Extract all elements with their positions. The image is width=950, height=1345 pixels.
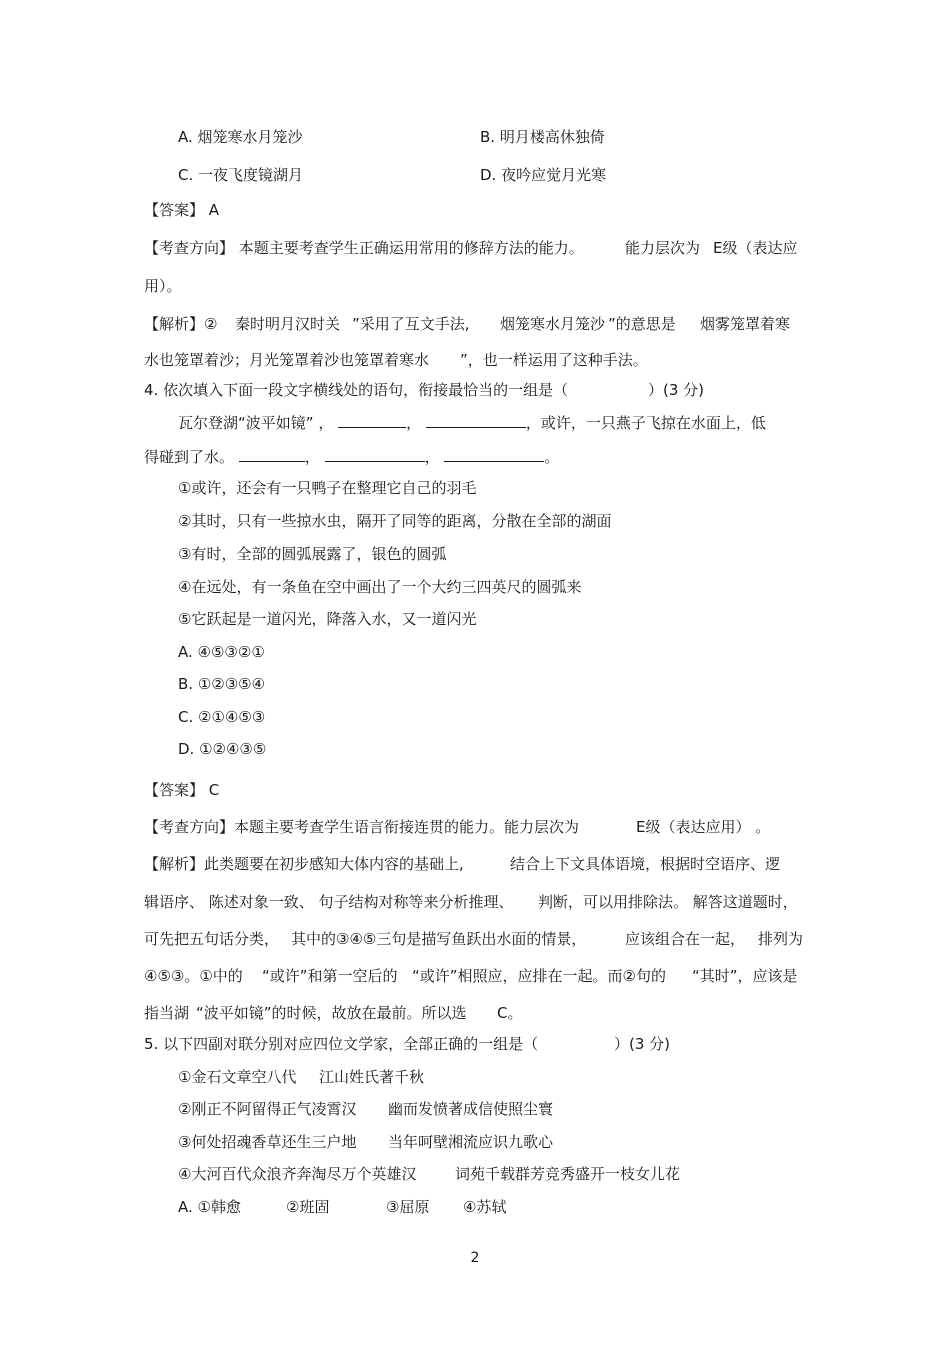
q4-item-3: ③有时，全部的圆弧展露了，银色的圆弧	[178, 545, 447, 563]
q4-analysis-1a: 【解析】此类题要在初步感知大体内容的基础上,	[144, 855, 464, 873]
option-a: A. 烟笼寒水月笼沙	[178, 128, 303, 146]
fill-blank-4[interactable]	[325, 447, 425, 462]
q5-option-a-1: A. ①韩愈	[178, 1198, 241, 1216]
q4-option-d: D. ①②④③⑤	[178, 740, 267, 758]
comma: ，	[304, 448, 320, 466]
passage-text-1: 瓦尔登湖“波平如镜”	[178, 414, 314, 432]
q5-option-a-2: ②班固	[286, 1198, 330, 1216]
q5-couplet-2-left: ②刚正不阿留得正气凌霄汉	[178, 1100, 357, 1118]
q5-couplet-3-left: ③何处招魂香草还生三户地	[178, 1133, 357, 1151]
q4-option-b: B. ①②③⑤④	[178, 675, 266, 693]
q3-analysis-2a: 水也笼罩着沙；月光笼罩着沙也笼罩着寒水	[144, 351, 430, 369]
q4-analysis-5a: 指当湖	[144, 1004, 190, 1022]
q4-item-4: ④在远处，有一条鱼在空中画出了一个大约三四英尺的圆弧来	[178, 578, 582, 596]
comma: ，	[424, 448, 440, 466]
q4-direction-grade: E级（表达应用） 。	[636, 818, 771, 836]
option-c: C. 一夜飞度镜湖月	[178, 166, 304, 184]
q4-analysis-1b: 结合上下文具体语境，根据时空语序、逻	[510, 855, 781, 873]
q3-direction-grade: E级（表达应	[713, 239, 798, 257]
q4-passage-line2	[144, 447, 559, 467]
q3-direction-line1	[144, 238, 584, 258]
q5-stem: 5. 以下四副对联分别对应四位文学家，全部正确的一组是（	[144, 1035, 539, 1053]
q4-score: ）(3 分)	[648, 381, 705, 399]
option-d: D. 夜吟应觉月光寒	[480, 166, 607, 184]
q5-couplet-1-right: 江山姓氏著千秋	[319, 1068, 425, 1086]
q4-analysis-4a: ④⑤③。①中的	[144, 967, 243, 985]
q4-item-5: ⑤它跃起是一道闪光，降落入水，又一道闪光	[178, 610, 477, 628]
q4-stem: 4. 依次填入下面一段文字横线处的语句，衔接最恰当的一组是（	[144, 381, 569, 399]
q3-answer: 【答案】 A	[144, 201, 220, 219]
passage-text-2: 得碰到了水。	[144, 448, 235, 466]
q4-option-a: A. ④⑤③②①	[178, 643, 265, 661]
q4-item-1: ①或许，还会有一只鸭子在整理它自己的羽毛	[178, 479, 477, 497]
q4-analysis-5c: C。	[497, 1004, 523, 1022]
q4-passage-line1	[178, 413, 766, 433]
option-b: B. 明月楼高休独倚	[480, 128, 605, 146]
q4-analysis-4c: “或许”相照应，应排在一起。而②句的	[412, 967, 666, 985]
q3-direction-level: 能力层次为	[625, 239, 701, 257]
q3-analysis-1c: ”采用了互文手法,	[352, 315, 470, 333]
fill-blank-5[interactable]	[444, 447, 544, 462]
q3-direction-text: 【考查方向】 本题主要考查学生正确运用常用的修辞方法的能力。	[144, 239, 584, 257]
fill-blank-2[interactable]	[426, 413, 526, 428]
q3-analysis-1a: 【解析】②	[144, 315, 218, 333]
q5-option-a-4: ④苏轼	[463, 1198, 507, 1216]
q4-analysis-3a: 可先把五句话分类，	[144, 930, 280, 948]
fill-blank-1[interactable]	[338, 413, 406, 428]
page-number: 2	[470, 1250, 480, 1266]
q4-option-c: C. ②①④⑤③	[178, 708, 266, 726]
period: 。	[544, 448, 560, 466]
q4-item-2: ②其时，只有一些掠水虫，隔开了同等的距离，分散在全部的湖面	[178, 512, 612, 530]
q4-analysis-5b: “波平如镜”的时候，故放在最前。所以选	[196, 1004, 467, 1022]
q4-analysis-3d: 排列为	[758, 930, 804, 948]
passage-text-1-end: ，或许，一只燕子飞掠在水面上，低	[525, 414, 766, 432]
q5-couplet-1-left: ①金石文章空八代	[178, 1068, 297, 1086]
q3-analysis-1f: 烟雾笼罩着寒	[700, 315, 791, 333]
comma: ，	[406, 414, 422, 432]
q3-analysis-1e: ”的意思是	[608, 315, 676, 333]
q4-analysis-2a: 辑语序、 陈述对象一致、 句子结构对称等来分析推理、	[144, 893, 514, 911]
q4-direction: 【考查方向】本题主要考查学生语言衔接连贯的能力。能力层次为	[144, 818, 580, 836]
q3-analysis-1b: 秦时明月汉时关	[235, 315, 341, 333]
q3-analysis-2b: ”，也一样运用了这种手法。	[460, 351, 648, 369]
q5-option-a-3: ③屈原	[386, 1198, 430, 1216]
q4-analysis-3b: 其中的③④⑤三句是描写鱼跃出水面的情景，	[291, 930, 587, 948]
q5-couplet-4-right: 词苑千载群芳竞秀盛开一枝女儿花	[455, 1165, 681, 1183]
comma: ，	[318, 414, 334, 432]
q4-analysis-4b: “或许”和第一空后的	[262, 967, 398, 985]
q5-couplet-4-left: ④大河百代众浪齐奔淘尽万个英雄汉	[178, 1165, 417, 1183]
q5-couplet-3-right: 当年呵壁湘流应识九歌心	[388, 1133, 554, 1151]
q4-answer: 【答案】 C	[144, 781, 220, 799]
q3-direction-line2: 用）。	[144, 277, 182, 295]
q5-score: ）(3 分)	[614, 1035, 671, 1053]
q3-analysis-1d: 烟笼寒水月笼沙	[500, 315, 606, 333]
q4-analysis-4d: “其时”，应该是	[692, 967, 798, 985]
q5-couplet-2-right: 幽而发愤著成信使照尘寰	[388, 1100, 554, 1118]
fill-blank-3[interactable]	[239, 447, 305, 462]
q4-analysis-2b: 判断，可以用排除法。 解答这道题时，	[538, 893, 798, 911]
q4-analysis-3c: 应该组合在一起，	[625, 930, 746, 948]
